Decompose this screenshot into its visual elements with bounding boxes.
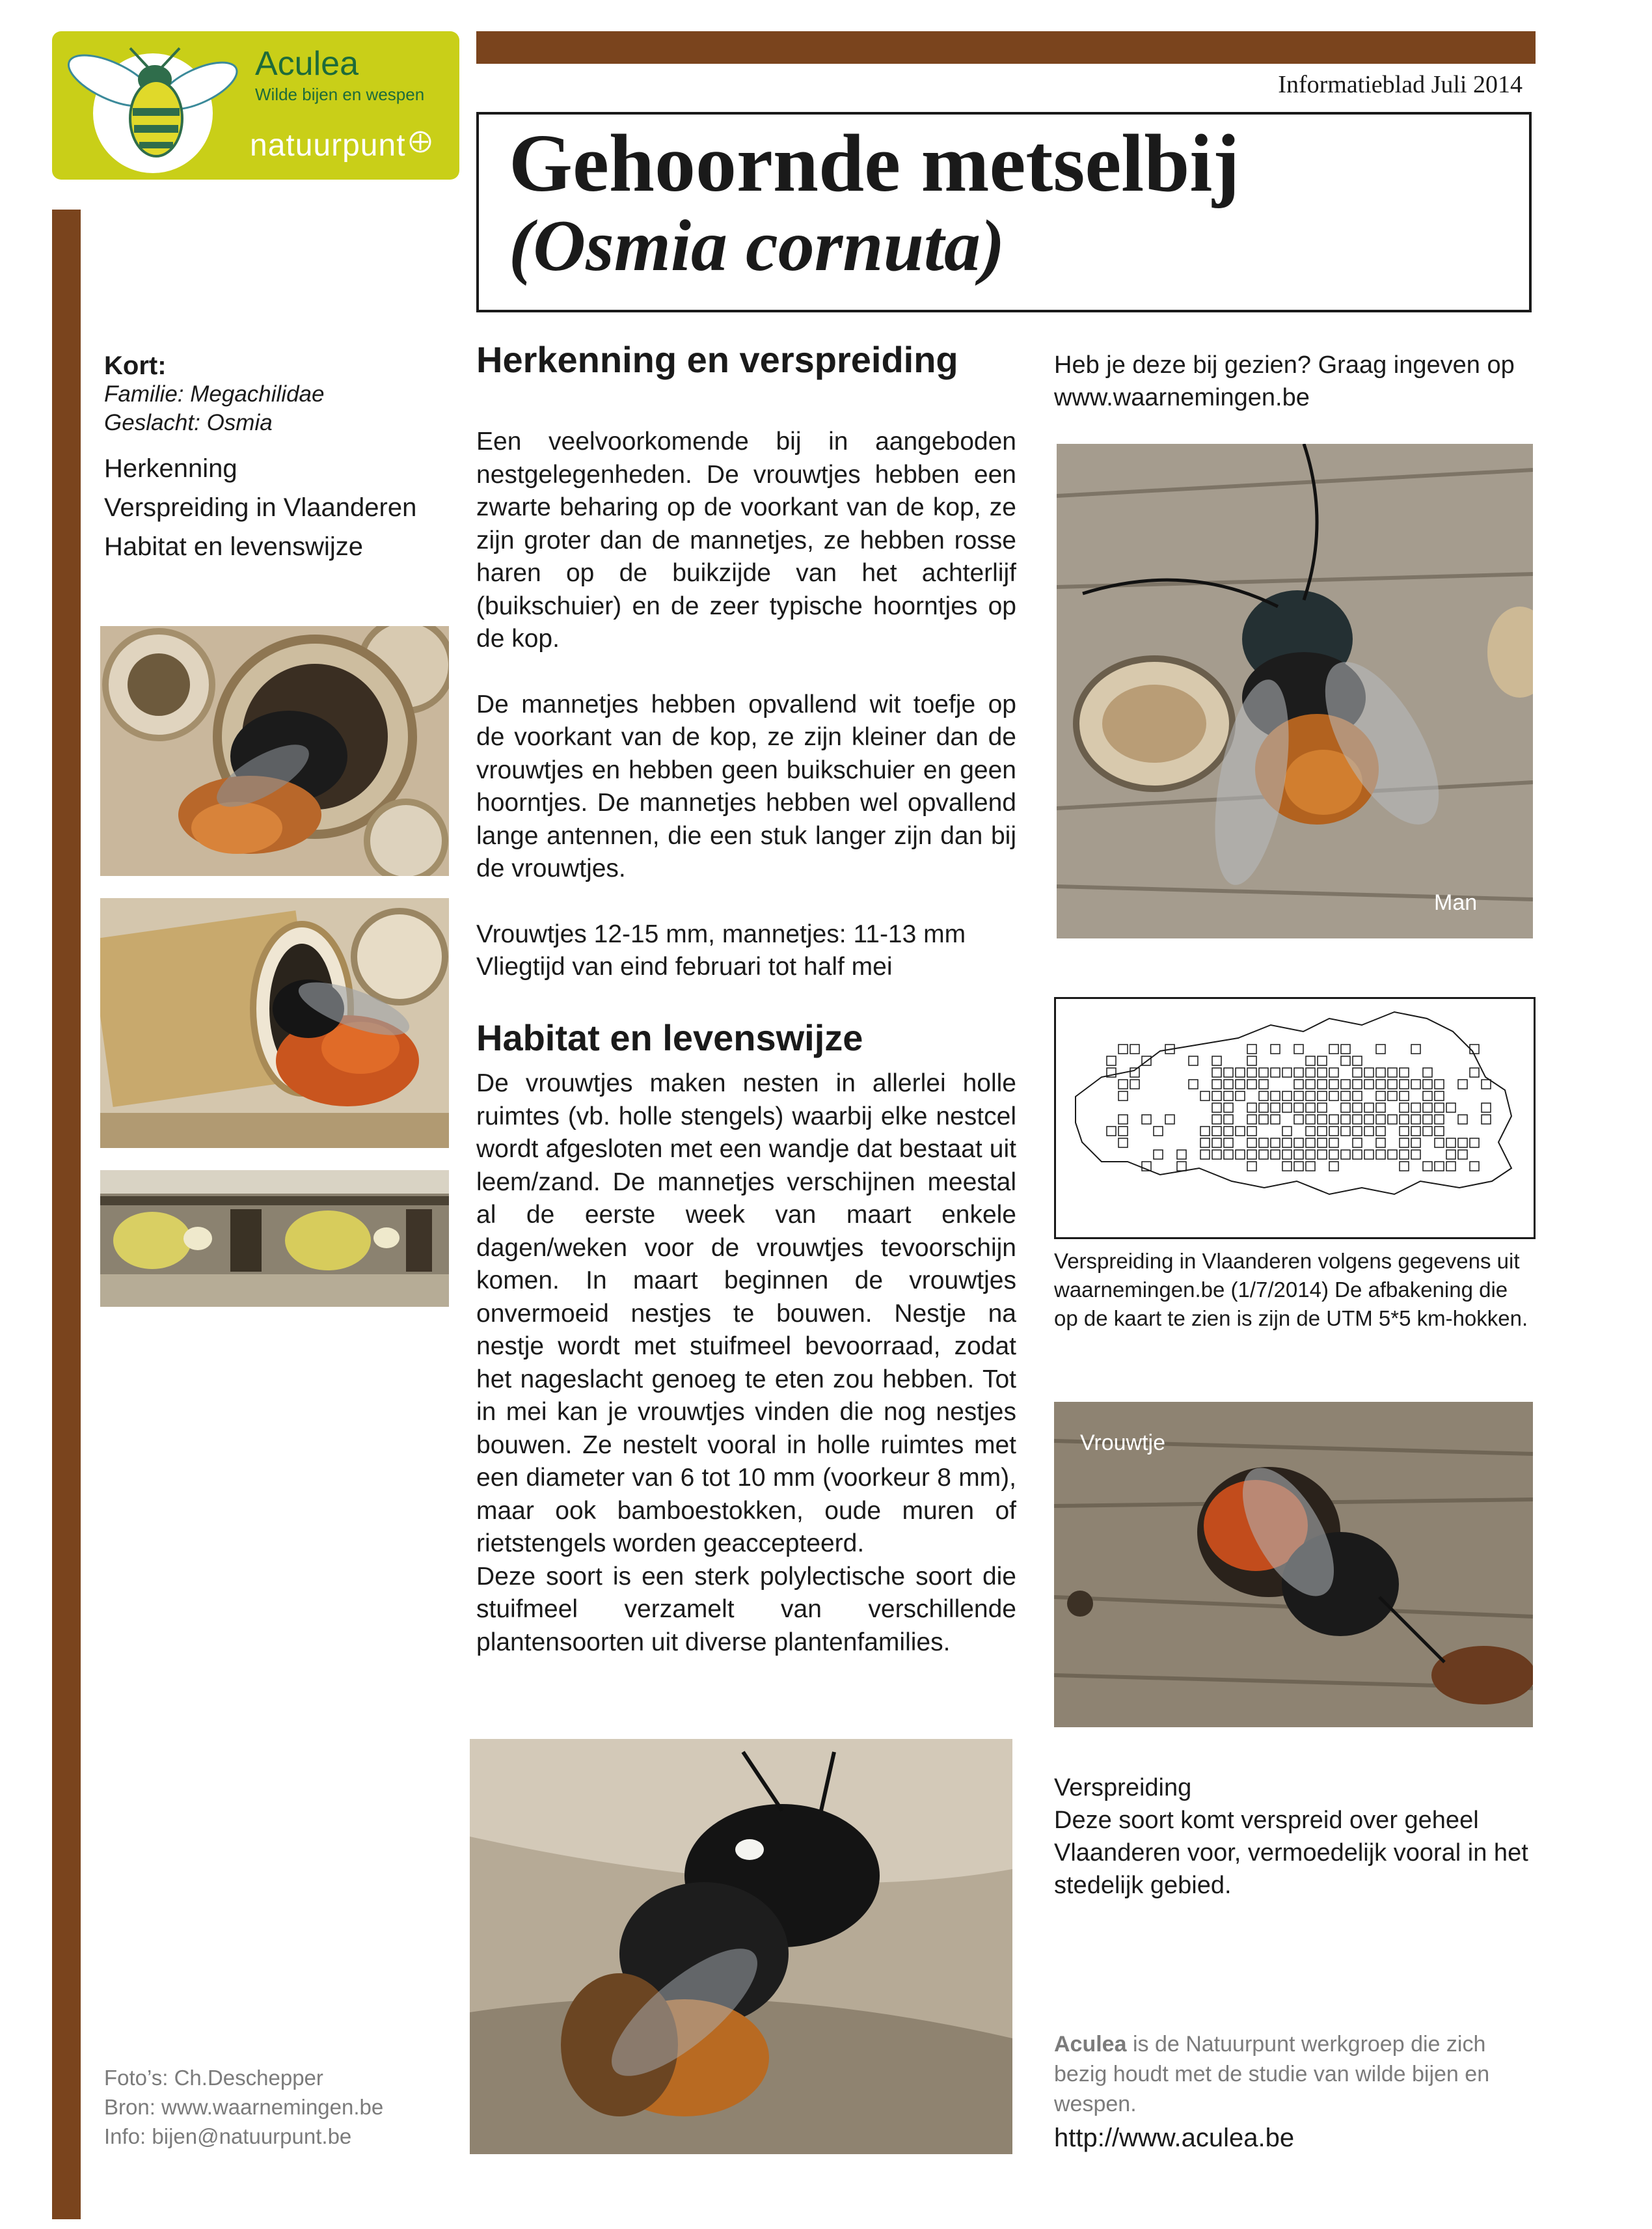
aculea-description: is de Natuurpunt werkgroep die zich bezig houdt met de studie van wilde bijen en wespen. [1054, 2032, 1490, 2116]
map-caption: Verspreiding in Vlaanderen volgens gegevens uit waarnemingen.be (1/7/2014) De afbakening die op de kaart te zien is zijn de UTM 5*5 km-hokken. [1054, 1249, 1528, 1330]
map-grid-square [1446, 1103, 1456, 1112]
map-grid-square [1247, 1115, 1256, 1124]
map-grid-square [1411, 1150, 1420, 1159]
map-grid-square [1142, 1115, 1151, 1124]
top-accent-bar [476, 31, 1536, 64]
map-grid-square [1306, 1103, 1315, 1112]
size-line: Vrouwtjes 12-15 mm, mannetjes: 11-13 mm [476, 920, 966, 948]
geslacht-line: Geslacht: Osmia [104, 410, 273, 435]
map-grid-square [1306, 1138, 1315, 1147]
map-grid-square [1376, 1138, 1385, 1147]
map-grid-square [1423, 1091, 1432, 1101]
map-grid-square [1400, 1080, 1409, 1089]
map-grid-square [1224, 1091, 1233, 1101]
map-grid-square [1376, 1045, 1385, 1054]
logo-title: Aculea [255, 45, 359, 83]
species-name: (Osmia cornuta) [509, 206, 1005, 286]
map-grid-square [1212, 1080, 1221, 1089]
photo-female-bee [1054, 1402, 1533, 1727]
map-grid-square [1446, 1162, 1456, 1171]
map-grid-square [1118, 1127, 1128, 1136]
map-grid-square [1224, 1103, 1233, 1112]
map-grid-square [1107, 1127, 1116, 1136]
photo-male-bee [1057, 444, 1533, 938]
map-grid-square [1236, 1068, 1245, 1077]
map-grid-square [1318, 1091, 1327, 1101]
map-grid-square [1411, 1103, 1420, 1112]
aculea-link[interactable]: http://www.aculea.be [1054, 2124, 1295, 2152]
map-grid-square [1400, 1150, 1409, 1159]
map-grid-square [1376, 1080, 1385, 1089]
map-grid-square [1306, 1115, 1315, 1124]
map-grid-square [1294, 1045, 1303, 1054]
section-habitat-body [476, 1067, 1016, 1659]
map-grid-square [1341, 1080, 1350, 1089]
map-grid-square [1400, 1115, 1409, 1124]
map-grid-square [1247, 1138, 1256, 1147]
map-grid-square [1376, 1150, 1385, 1159]
map-grid-square [1353, 1138, 1362, 1147]
map-grid-square [1224, 1127, 1233, 1136]
map-grid-square [1130, 1080, 1139, 1089]
map-grid-square [1224, 1080, 1233, 1089]
map-grid-square [1423, 1080, 1432, 1089]
map-grid-square [1259, 1068, 1268, 1077]
map-grid-square [1200, 1127, 1210, 1136]
map-grid-square [1318, 1068, 1327, 1077]
map-grid-square [1154, 1150, 1163, 1159]
map-grid-square [1400, 1091, 1409, 1101]
paragraph: Deze soort is een sterk polylectische soort die stuifmeel verzamelt van verschillende plantensoorten uit diverse plantenfamilies. [476, 1562, 1016, 1656]
map-grid-square [1247, 1127, 1256, 1136]
toc-item: Herkenning [104, 454, 237, 483]
map-grid-square [1200, 1138, 1210, 1147]
map-grid-square [1458, 1150, 1467, 1159]
map-grid-square [1435, 1103, 1444, 1112]
map-grid-square [1306, 1127, 1315, 1136]
map-grid-square [1353, 1150, 1362, 1159]
map-grid-square [1423, 1127, 1432, 1136]
map-grid-square [1341, 1056, 1350, 1065]
map-grid-square [1388, 1150, 1397, 1159]
map-grid-square [1388, 1091, 1397, 1101]
map-grid-square [1329, 1080, 1338, 1089]
map-grid-square [1224, 1068, 1233, 1077]
section-heading-habitat: Habitat en levenswijze [476, 1017, 863, 1058]
map-grid-square [1294, 1068, 1303, 1077]
map-grid-square [1247, 1045, 1256, 1054]
map-grid-square [1282, 1138, 1292, 1147]
map-grid-square [1318, 1150, 1327, 1159]
map-grid-square [1118, 1080, 1128, 1089]
map-grid-square [1294, 1103, 1303, 1112]
map-grid-square [1435, 1127, 1444, 1136]
map-grid-square [1329, 1091, 1338, 1101]
map-grid-square [1259, 1150, 1268, 1159]
map-grid-square [1294, 1138, 1303, 1147]
map-grid-square [1282, 1068, 1292, 1077]
map-grid-square [1200, 1091, 1210, 1101]
map-grid-square [1458, 1115, 1467, 1124]
map-grid-square [1364, 1068, 1374, 1077]
logo-subtitle: Wilde bijen en wespen [255, 85, 425, 104]
left-accent-bar [52, 210, 81, 2219]
map-grid-square [1318, 1056, 1327, 1065]
map-grid-square [1364, 1115, 1374, 1124]
map-grid-square [1458, 1080, 1467, 1089]
map-grid-square [1282, 1103, 1292, 1112]
map-grid-square [1212, 1056, 1221, 1065]
map-grid-square [1259, 1103, 1268, 1112]
map-grid-square [1318, 1127, 1327, 1136]
map-grid-square [1446, 1138, 1456, 1147]
map-grid-square [1236, 1080, 1245, 1089]
map-grid-square [1329, 1068, 1338, 1077]
map-grid-square [1271, 1103, 1280, 1112]
map-grid-square [1177, 1150, 1186, 1159]
verspreiding-text: Deze soort komt verspreid over geheel Vlaanderen voor, vermoedelijk vooral in het stedelijk gebied. [1054, 1807, 1528, 1899]
map-grid-square [1329, 1138, 1338, 1147]
map-grid-square [1435, 1115, 1444, 1124]
map-grid-square [1306, 1162, 1315, 1171]
photo-credits [104, 2063, 383, 2151]
map-grid-square [1446, 1150, 1456, 1159]
map-grid-square [1341, 1091, 1350, 1101]
section-herkenning-body [476, 426, 1016, 984]
info-line: Informatieblad Juli 2014 [1278, 71, 1523, 98]
map-grid-square [1353, 1091, 1362, 1101]
map-grid-square [1376, 1091, 1385, 1101]
map-grid-square [1247, 1080, 1256, 1089]
photo-nest-cells [100, 1170, 449, 1307]
map-grid-square [1236, 1150, 1245, 1159]
map-grid-square [1353, 1127, 1362, 1136]
map-grid-square [1212, 1127, 1221, 1136]
page-title: Gehoornde metselbij [509, 118, 1240, 209]
observation-prompt: Heb je deze bij gezien? Graag ingeven op www.waarnemingen.be [1054, 351, 1515, 411]
map-grid-square [1411, 1115, 1420, 1124]
map-grid-square [1177, 1162, 1186, 1171]
map-grid-square [1306, 1080, 1315, 1089]
map-grid-square [1224, 1138, 1233, 1147]
table-of-contents [104, 449, 416, 566]
map-grid-square [1282, 1162, 1292, 1171]
paragraph: De mannetjes hebben opvallend wit toefje op de voorkant van de kop, ze zijn kleiner dan de vrouwtjes en hebben geen buikschuier en geen hoorntjes. De mannetjes hebben wel opvallend lange antennen, die een stuk langer zijn dan bij de vrouwtjes. [476, 690, 1016, 882]
map-grid-square [1130, 1045, 1139, 1054]
map-grid-square [1400, 1138, 1409, 1147]
map-grid-square [1212, 1138, 1221, 1147]
map-grid-square [1271, 1091, 1280, 1101]
map-grid-square [1294, 1080, 1303, 1089]
verspreiding-block [1054, 1771, 1529, 1902]
map-grid-square [1282, 1150, 1292, 1159]
map-grid-square [1282, 1091, 1292, 1101]
map-grid-square [1482, 1103, 1491, 1112]
map-grid-square [1435, 1091, 1444, 1101]
map-grid-square [1458, 1138, 1467, 1147]
map-grid-square [1376, 1103, 1385, 1112]
map-grid-square [1376, 1127, 1385, 1136]
map-grid-square [1318, 1080, 1327, 1089]
map-grid-square [1247, 1150, 1256, 1159]
toc-item: Verspreiding in Vlaanderen [104, 493, 417, 522]
map-grid-square [1411, 1138, 1420, 1147]
map-grid-square [1212, 1091, 1221, 1101]
photo-mating-bees [470, 1739, 1012, 2154]
map-grid-square [1259, 1138, 1268, 1147]
map-grid-square [1118, 1138, 1128, 1147]
map-grid-square [1118, 1091, 1128, 1101]
logo-org-name [250, 128, 432, 163]
map-grid-square [1411, 1080, 1420, 1089]
map-grid-square [1224, 1115, 1233, 1124]
map-grid-square [1411, 1045, 1420, 1054]
map-grid-square [1423, 1162, 1432, 1171]
map-grid-square [1306, 1056, 1315, 1065]
map-grid-square [1318, 1103, 1327, 1112]
natuurpunt-plus-circle-icon [409, 130, 432, 154]
map-grid-square [1294, 1091, 1303, 1101]
familie-line: Familie: Megachilidae [104, 381, 325, 407]
flight-period-line: Vliegtijd van eind februari tot half mei [476, 953, 893, 981]
map-grid-square [1482, 1080, 1491, 1089]
map-grid-square [1341, 1103, 1350, 1112]
map-grid-square [1189, 1056, 1198, 1065]
map-grid-square [1271, 1045, 1280, 1054]
map-grid-square [1306, 1068, 1315, 1077]
map-grid-square [1353, 1080, 1362, 1089]
map-grid-square [1400, 1127, 1409, 1136]
map-grid-square [1388, 1080, 1397, 1089]
section-heading-herkenning: Herkenning en verspreiding [476, 339, 958, 380]
toc-item: Habitat en levenswijze [104, 532, 363, 561]
map-grid-square [1376, 1115, 1385, 1124]
title-box [476, 112, 1532, 312]
map-grid-square [1353, 1115, 1362, 1124]
map-grid-square [1259, 1115, 1268, 1124]
map-grid-square [1259, 1091, 1268, 1101]
aculea-logo [52, 31, 459, 180]
map-grid-square [1435, 1138, 1444, 1147]
map-grid-square [1189, 1080, 1198, 1089]
map-grid-square [1294, 1162, 1303, 1171]
map-grid-square [1212, 1150, 1221, 1159]
org-name: natuurpunt [250, 128, 406, 163]
map-grid-square [1306, 1091, 1315, 1101]
map-grid-square [1353, 1103, 1362, 1112]
map-grid-square [1353, 1068, 1362, 1077]
map-grid-square [1271, 1068, 1280, 1077]
aculea-about [1054, 2029, 1529, 2153]
map-grid-square [1341, 1127, 1350, 1136]
map-grid-square [1341, 1150, 1350, 1159]
map-grid-square [1306, 1150, 1315, 1159]
map-grid-square [1107, 1056, 1116, 1065]
map-grid-square [1341, 1115, 1350, 1124]
map-grid-square [1364, 1127, 1374, 1136]
map-grid-square [1318, 1138, 1327, 1147]
map-grid-square [1364, 1080, 1374, 1089]
paragraph: Een veelvoorkomende bij in aangeboden nestgelegenheden. De vrouwtjes hebben een zwarte beharing op de voorkant van de kop, ze zijn groter dan de mannetjes, ze hebben rosse haren op de buikzijde van het achterlijf (buikschuier) en de zeer typische hoorntjes op de kop. [476, 428, 1016, 653]
map-grid-square [1423, 1115, 1432, 1124]
map-grid-square [1294, 1115, 1303, 1124]
map-grid-square [1400, 1162, 1409, 1171]
map-grid-square [1388, 1115, 1397, 1124]
map-grid-square [1247, 1162, 1256, 1171]
map-grid-square [1400, 1103, 1409, 1112]
map-grid-square [1435, 1162, 1444, 1171]
map-grid-square [1154, 1127, 1163, 1136]
map-grid-square [1271, 1115, 1280, 1124]
photo-bee-in-nest-tube [100, 626, 449, 876]
photo-label-man: Man [1434, 890, 1478, 915]
map-grid-square [1423, 1068, 1432, 1077]
map-grid-square [1329, 1162, 1338, 1171]
map-grid-square [1165, 1115, 1174, 1124]
map-grid-square [1329, 1115, 1338, 1124]
map-grid-square [1364, 1150, 1374, 1159]
kort-label: Kort: [104, 351, 167, 380]
map-grid-square [1482, 1115, 1491, 1124]
map-grid-square [1470, 1138, 1479, 1147]
map-grid-square [1400, 1068, 1409, 1077]
map-grid-square [1259, 1080, 1268, 1089]
photo-label-vrouwtje: Vrouwtje [1080, 1430, 1166, 1455]
map-grid-square [1118, 1045, 1128, 1054]
map-grid-square [1212, 1068, 1221, 1077]
map-grid-square [1224, 1150, 1233, 1159]
map-grid-square [1435, 1080, 1444, 1089]
map-grid-square [1329, 1045, 1338, 1054]
map-grid-square [1294, 1150, 1303, 1159]
map-grid-square [1212, 1103, 1221, 1112]
map-grid-square [1364, 1103, 1374, 1112]
map-grid-square [1236, 1091, 1245, 1101]
aculea-name: Aculea [1054, 2032, 1127, 2057]
map-grid-square [1388, 1068, 1397, 1077]
bee-logo-icon [65, 40, 241, 177]
map-grid-square [1271, 1150, 1280, 1159]
map-grid-square [1118, 1115, 1128, 1124]
map-grid-square [1200, 1150, 1210, 1159]
distribution-map [1054, 997, 1536, 1239]
map-grid-square [1376, 1068, 1385, 1077]
map-grid-square [1282, 1127, 1292, 1136]
map-grid-square [1470, 1068, 1479, 1077]
map-grid-square [1423, 1103, 1432, 1112]
map-grid-square [1470, 1162, 1479, 1171]
credit-line: Foto’s: Ch.Deschepper [104, 2066, 323, 2090]
photo-bee-at-bamboo [100, 898, 449, 1148]
credit-line: Bron: www.waarnemingen.be [104, 2095, 384, 2119]
map-grid-square [1247, 1068, 1256, 1077]
map-grid-square [1353, 1056, 1362, 1065]
map-grid-square [1329, 1150, 1338, 1159]
paragraph: De vrouwtjes maken nesten in allerlei holle ruimtes (vb. holle stengels) waarbij elke nestcel wordt afgesloten met een wandje dat bestaat uit leem/zand. De mannetjes verschijnen meestal al de eerste week van maart enkele dagen/weken voor de vrouwtjes tevoorschijn komen. In maart beginnen de vrouwtjes onvermoeid nestjes te bouwen. Nestje na nestje wordt met stuifmeel bevoorraad, zodat het nageslacht genoeg te eten zou hebben. Tot in mei kan je vrouwtjes vinden die nog nestjes bouwen. Ze nestelt vooral in holle ruimtes met een diameter van 6 tot 10 mm (voorkeur 8 mm), maar ook bamboestokken, oude muren of rietstengels worden geaccepteerd. [476, 1069, 1016, 1557]
map-grid-square [1212, 1115, 1221, 1124]
credit-line: Info: bijen@natuurpunt.be [104, 2124, 352, 2148]
map-grid-square [1329, 1127, 1338, 1136]
verspreiding-heading: Verspreiding [1054, 1774, 1192, 1801]
map-grid-square [1236, 1127, 1245, 1136]
map-grid-square [1341, 1045, 1350, 1054]
map-grid-square [1247, 1056, 1256, 1065]
map-grid-square [1247, 1103, 1256, 1112]
map-grid-square [1411, 1127, 1420, 1136]
map-grid-square [1318, 1115, 1327, 1124]
map-grid-square [1271, 1138, 1280, 1147]
